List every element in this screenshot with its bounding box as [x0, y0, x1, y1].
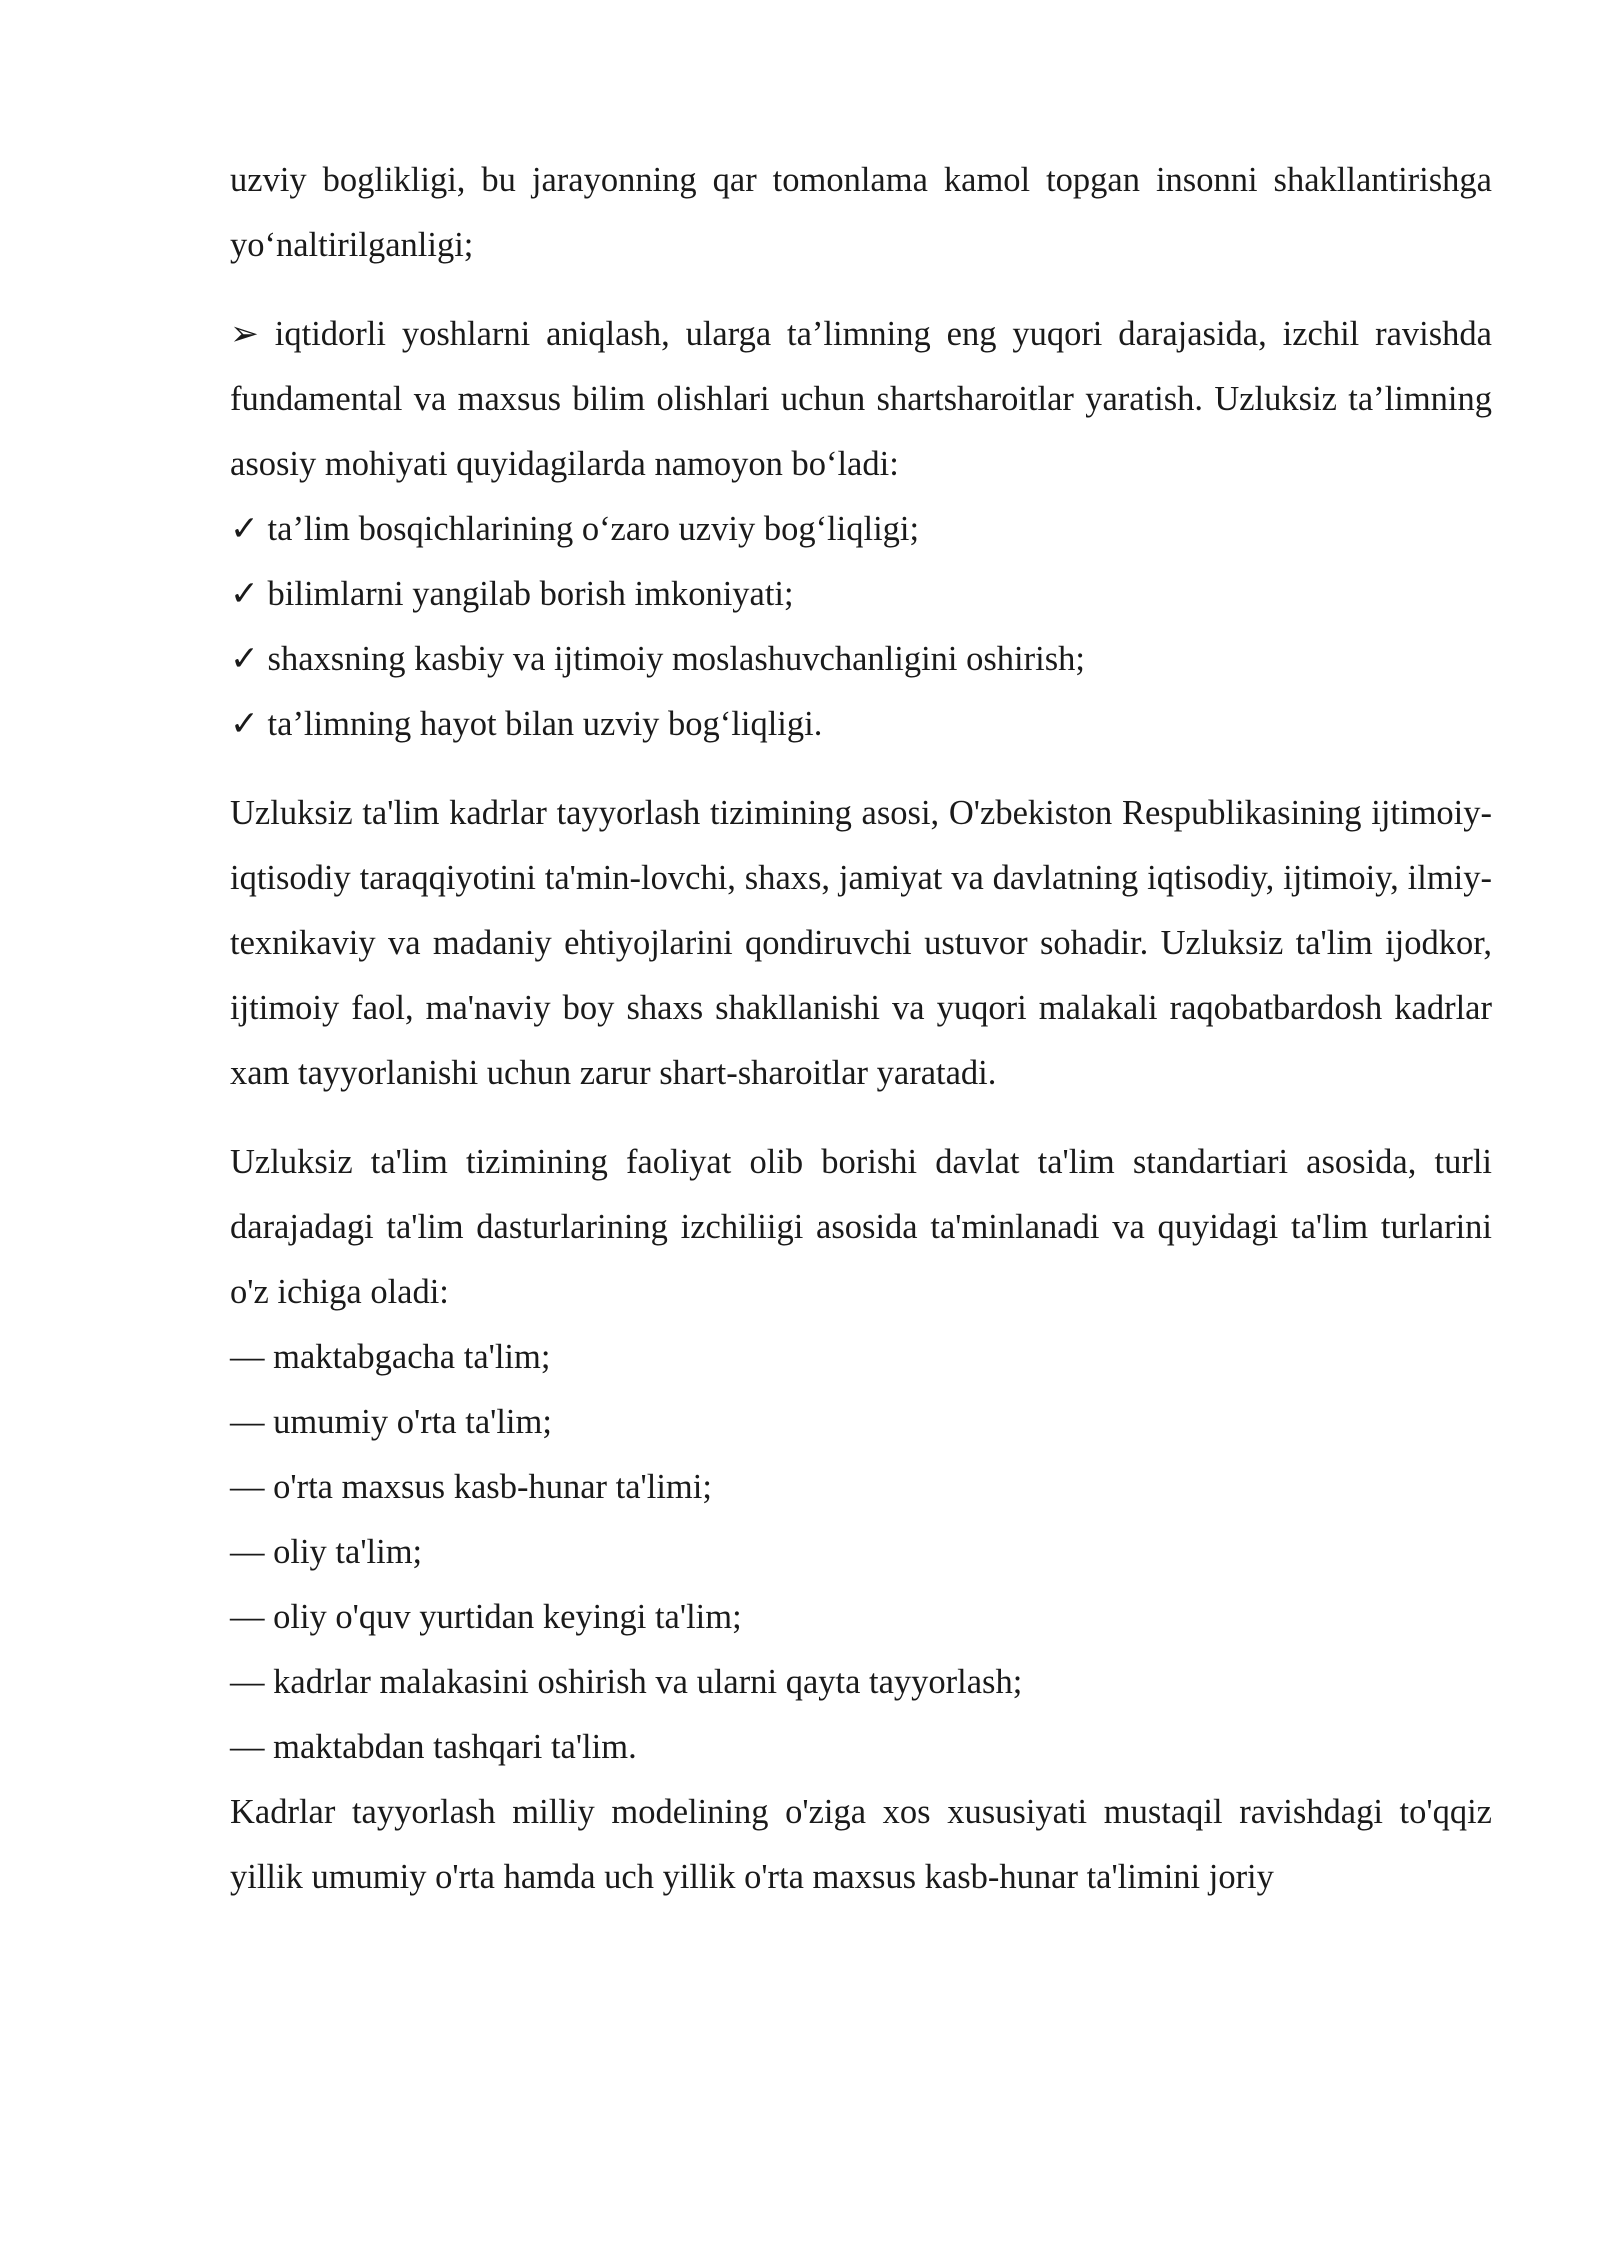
check-list-item: [230, 562, 1492, 627]
check-item-text: shaxsning kasbiy va ijtimoiy moslashuvchanligini oshirish;: [267, 640, 1085, 678]
dash-list-item: [230, 1325, 1492, 1390]
check-item-text: ta’lim bosqichlarining o‘zaro uzviy bog‘liqligi;: [267, 510, 920, 548]
paragraph-3: Uzluksiz ta'lim kadrlar tayyorlash tizimining asosi, O'zbekiston Respublikasining ijtimoiy-iqtisodiy taraqqiyotini ta'min-lovchi, shaxs, jamiyat va davlatning iqtisodiy, ijtimoiy, ilmiy-texnikaviy va madaniy ehtiyojlarini qondiruvchi ustuvor sohadir. Uzluksiz ta'lim ijodkor, ijtimoiy faol, ma'naviy boy shaxs shakllanishi va yuqori malakali raqobatbardosh kadrlar xam tayyorlanishi uchun zarur shart-sharoitlar yaratadi.: [230, 794, 1492, 1092]
dash-item-text: maktabdan tashqari ta'lim.: [273, 1728, 637, 1766]
dash-item-text: oliy ta'lim;: [273, 1533, 423, 1571]
checkmark-icon: ✓: [230, 575, 259, 613]
dash-bullet-icon: —: [230, 1338, 265, 1376]
dash-list-item: [230, 1455, 1492, 1520]
dash-list-item: [230, 1650, 1492, 1715]
dash-bullet-icon: —: [230, 1533, 265, 1571]
paragraph-4: Uzluksiz ta'lim tizimining faoliyat olib borishi davlat ta'lim standartiari asosida, turli darajadagi ta'lim dasturlarining izchiliigi asosida ta'minlanadi va quyidagi ta'lim turlarini o'z ichiga oladi:: [230, 1143, 1492, 1311]
dash-item-text: o'rta maxsus kasb-hunar ta'limi;: [273, 1468, 712, 1506]
dash-bullet-icon: —: [230, 1663, 265, 1701]
check-list-item: [230, 692, 1492, 757]
dash-bullet-icon: —: [230, 1403, 265, 1441]
dash-bullet-icon: —: [230, 1468, 265, 1506]
check-list-item: [230, 497, 1492, 562]
dash-list-item: [230, 1390, 1492, 1455]
check-item-text: bilimlarni yangilab borish imkoniyati;: [267, 575, 794, 613]
paragraph-1: uzviy boglikligi, bu jarayonning qar tomonlama kamol topgan insonni shakllantirishga yo‘naltirilganligi;: [230, 161, 1492, 264]
dash-item-text: kadrlar malakasini oshirish va ularni qayta tayyorlash;: [273, 1663, 1023, 1701]
dash-bullet-icon: —: [230, 1598, 265, 1636]
dash-item-text: umumiy o'rta ta'lim;: [273, 1403, 552, 1441]
dash-item-text: oliy o'quv yurtidan keyingi ta'lim;: [273, 1598, 742, 1636]
paragraph-2: [230, 302, 1492, 497]
document-page: [230, 148, 1492, 1910]
checkmark-icon: ✓: [230, 510, 259, 548]
paragraph-2-text: iqtidorli yoshlarni aniqlash, ularga ta’limning eng yuqori darajasida, izchil ravishda fundamental va maxsus bilim olishlari uchun shartsharoitlar yaratish. Uzluksiz ta’limning asosiy mohiyati quyidagilarda namoyon bo‘ladi:: [230, 315, 1492, 483]
dash-item-text: maktabgacha ta'lim;: [273, 1338, 551, 1376]
checkmark-icon: ✓: [230, 640, 259, 678]
dash-list-item: [230, 1585, 1492, 1650]
paragraph-5: Kadrlar tayyorlash milliy modelining o'ziga xos xususiyati mustaqil ravishdagi to'qqiz yillik umumiy o'rta hamda uch yillik o'rta maxsus kasb-hunar ta'limini joriy: [230, 1793, 1492, 1896]
checkmark-icon: ✓: [230, 705, 259, 743]
arrowhead-bullet-icon: ➢: [230, 315, 259, 353]
dash-list-item: [230, 1520, 1492, 1585]
check-item-text: ta’limning hayot bilan uzviy bog‘liqligi.: [267, 705, 823, 743]
dash-bullet-icon: —: [230, 1728, 265, 1766]
check-list-item: [230, 627, 1492, 692]
dash-list-item: [230, 1715, 1492, 1780]
